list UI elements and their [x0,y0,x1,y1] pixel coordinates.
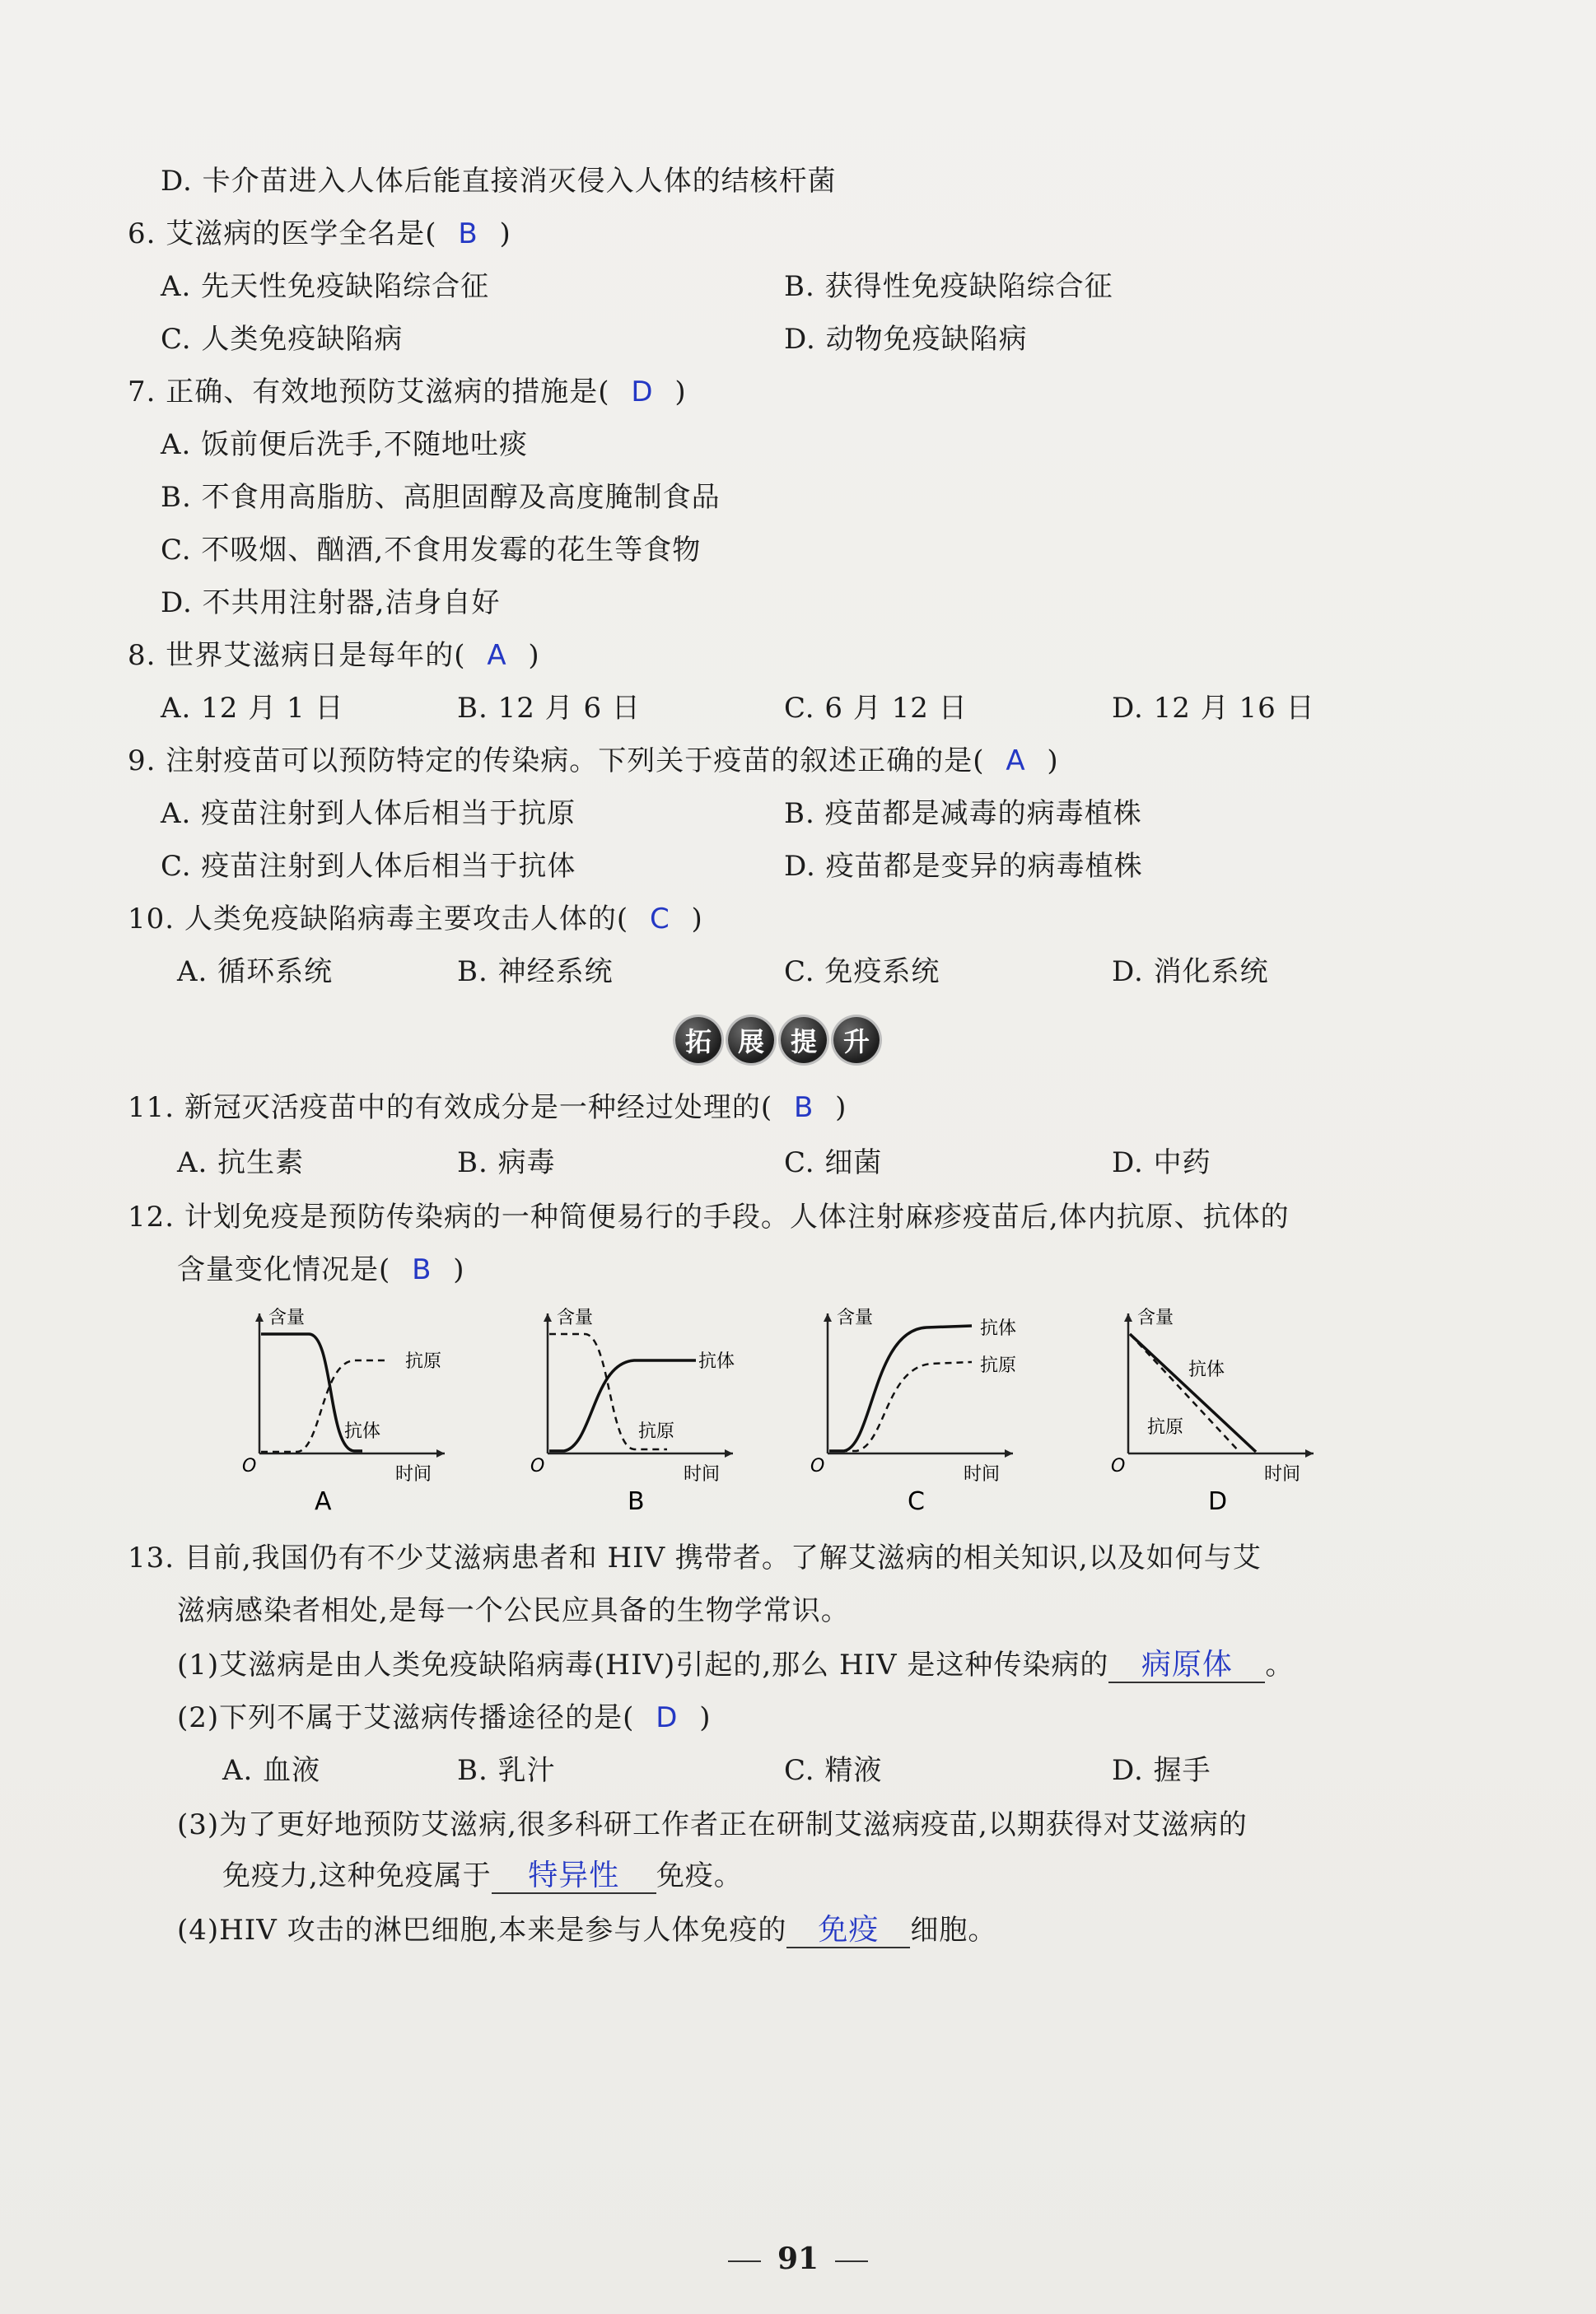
q12-answer: B [412,1253,432,1286]
q8-option-b: B. 12 月 6 日 [457,692,641,725]
graph-c-label: C [908,1487,925,1515]
q13-part1-answer: 病原体 [1141,1648,1233,1682]
graph-a-curve1: 抗原 [405,1351,442,1372]
q7-stem-text: 7. 正确、有效地预防艾滋病的措施是( [128,376,610,408]
q8-option-d: D. 12 月 16 日 [1112,692,1315,725]
q8-option-c: C. 6 月 12 日 [784,692,968,725]
q9-stem-text: 9. 注射疫苗可以预防特定的传染病。下列关于疫苗的叙述正确的是( [128,744,985,777]
graph-c-ylabel: 含量 [837,1308,874,1328]
q13-part4-text: (4)HIV 攻击的淋巴细胞,本来是参与人体免疫的 [177,1914,787,1947]
q13-part3-line2 [222,1859,743,1894]
graph-a-ylabel: 含量 [268,1308,306,1328]
graph-b-label: B [628,1487,645,1515]
q7-option-a: A. 饭前便后洗手,不随地吐痰 [161,428,528,461]
graph-a [239,1301,469,1515]
q13-part3-blank [492,1859,656,1894]
q9-close: ) [1047,744,1059,777]
q6-option-d: D. 动物免疫缺陷病 [784,323,1028,356]
q11-stem [128,1091,847,1124]
q8-option-a: A. 12 月 1 日 [161,692,344,725]
q9-stem [128,744,1059,777]
graph-b-curve1: 抗体 [698,1351,735,1372]
q13-part2-close: ) [699,1701,712,1734]
q7-close: ) [674,376,687,408]
graph-a-origin: O [242,1456,257,1477]
q13-part2-option-c: C. 精液 [784,1754,883,1787]
graph-a-label: A [315,1487,332,1515]
q10-option-c: C. 免疫系统 [784,955,940,988]
q6-answer: B [458,217,478,250]
q8-stem [128,639,540,672]
q9-option-c: C. 疫苗注射到人体后相当于抗体 [161,850,576,883]
graph-c-origin: O [810,1456,825,1477]
section-badge-char: 拓 [675,1017,721,1063]
q7-option-c: C. 不吸烟、酗酒,不食用发霉的花生等食物 [161,534,702,567]
q11-close: ) [835,1091,847,1124]
q13-part3-text: 免疫力,这种免疫属于 [222,1859,492,1892]
q9-option-b: B. 疫苗都是减毒的病毒植株 [784,797,1142,830]
q13-part4 [177,1914,996,1948]
q9-answer: A [1006,744,1026,777]
page-number-text: 91 [777,2242,819,2276]
q13-part4-blank [786,1914,910,1948]
graph-b [527,1301,758,1515]
section-badge-char: 展 [728,1017,774,1063]
q8-close: ) [528,639,540,672]
graph-b-ylabel: 含量 [557,1308,594,1328]
q13-part4-end: 细胞。 [910,1914,997,1947]
q12-stem-line2 [177,1253,464,1286]
page-number-dash-right [835,2260,868,2262]
q11-option-d: D. 中药 [1112,1146,1211,1179]
graph-d-xlabel: 时间 [1264,1464,1301,1485]
graph-d-origin: O [1111,1456,1126,1477]
q13-part1-text: (1)艾滋病是由人类免疫缺陷病毒(HIV)引起的,那么 HIV 是这种传染病的 [177,1649,1109,1682]
q10-stem [128,903,703,935]
graph-c-curve2: 抗原 [980,1355,1017,1376]
q12-stem-text: 含量变化情况是( [177,1253,391,1286]
q7-answer: D [631,376,654,408]
q8-stem-text: 8. 世界艾滋病日是每年的( [128,639,466,672]
q10-close: ) [691,903,703,935]
q6-close: ) [499,217,511,250]
q13-part4-answer: 免疫 [818,1913,880,1947]
q13-stem-line1: 13. 目前,我国仍有不少艾滋病患者和 HIV 携带者。了解艾滋病的相关知识,以及如何与艾 [128,1542,1262,1575]
q13-part3-end: 免疫。 [656,1859,743,1892]
q8-answer: A [487,639,507,672]
q13-part1 [177,1649,1294,1683]
graph-d-ylabel: 含量 [1137,1308,1174,1328]
page-number [0,2242,1596,2276]
section-badge-extension [675,1017,880,1063]
graph-b-xlabel: 时间 [684,1464,721,1485]
q5-option-d: D. 卡介苗进入人体后能直接消灭侵入人体的结核杆菌 [161,165,837,198]
q10-option-d: D. 消化系统 [1112,955,1269,988]
q11-stem-text: 11. 新冠灭活疫苗中的有效成分是一种经过处理的( [128,1091,773,1124]
q13-stem-line2: 滋病感染者相处,是每一个公民应具备的生物学常识。 [177,1594,850,1627]
q9-option-d: D. 疫苗都是变异的病毒植株 [784,850,1143,883]
q11-answer: B [793,1091,814,1124]
section-badge-char: 升 [833,1017,880,1063]
page-number-dash-left [728,2260,761,2262]
q11-option-b: B. 病毒 [457,1146,556,1179]
q10-option-a: A. 循环系统 [177,955,334,988]
graph-c [807,1301,1038,1515]
q13-part3-line1: (3)为了更好地预防艾滋病,很多科研工作者正在研制艾滋病疫苗,以期获得对艾滋病的 [177,1808,1248,1841]
graph-d-curve2: 抗原 [1147,1417,1184,1438]
section-badge-char: 提 [781,1017,827,1063]
q11-option-a: A. 抗生素 [177,1146,305,1179]
graph-b-curve2: 抗原 [638,1421,675,1442]
q13-part1-blank [1108,1649,1265,1683]
q13-part3-answer: 特异性 [528,1859,620,1892]
q13-part2-option-d: D. 握手 [1112,1754,1211,1787]
q6-option-c: C. 人类免疫缺陷病 [161,323,404,356]
q11-option-c: C. 细菌 [784,1146,883,1179]
q13-part2-text: (2)下列不属于艾滋病传播途径的是( [177,1701,635,1734]
q6-stem [128,217,511,250]
graph-a-curve2: 抗体 [344,1421,381,1442]
q13-part2-answer: D [656,1701,679,1734]
q10-option-b: B. 神经系统 [457,955,614,988]
q7-stem [128,376,687,408]
graph-d [1108,1301,1338,1515]
q7-option-b: B. 不食用高脂肪、高胆固醇及高度腌制食品 [161,481,721,514]
q10-answer: C [649,903,670,935]
graph-c-curve1: 抗体 [980,1318,1017,1339]
q7-option-d: D. 不共用注射器,洁身自好 [161,586,501,619]
q12-stem-line1: 12. 计划免疫是预防传染病的一种简便易行的手段。人体注射麻疹疫苗后,体内抗原、抗体的 [128,1201,1290,1234]
q6-option-a: A. 先天性免疫缺陷综合征 [161,270,490,303]
q13-part2-option-a: A. 血液 [222,1754,321,1787]
graph-a-xlabel: 时间 [395,1464,432,1485]
graph-d-label: D [1208,1487,1228,1515]
q6-option-b: B. 获得性免疫缺陷综合征 [784,270,1113,303]
q13-part2-option-b: B. 乳汁 [457,1754,556,1787]
q9-option-a: A. 疫苗注射到人体后相当于抗原 [161,797,576,830]
graph-d-curve1: 抗体 [1188,1360,1225,1380]
q13-part2 [177,1701,712,1734]
q13-part1-end: 。 [1265,1649,1295,1682]
graph-b-origin: O [530,1456,545,1477]
q10-stem-text: 10. 人类免疫缺陷病毒主要攻击人体的( [128,903,629,935]
q6-stem-text: 6. 艾滋病的医学全名是( [128,217,437,250]
graph-c-xlabel: 时间 [964,1464,1001,1485]
q12-close: ) [453,1253,465,1286]
